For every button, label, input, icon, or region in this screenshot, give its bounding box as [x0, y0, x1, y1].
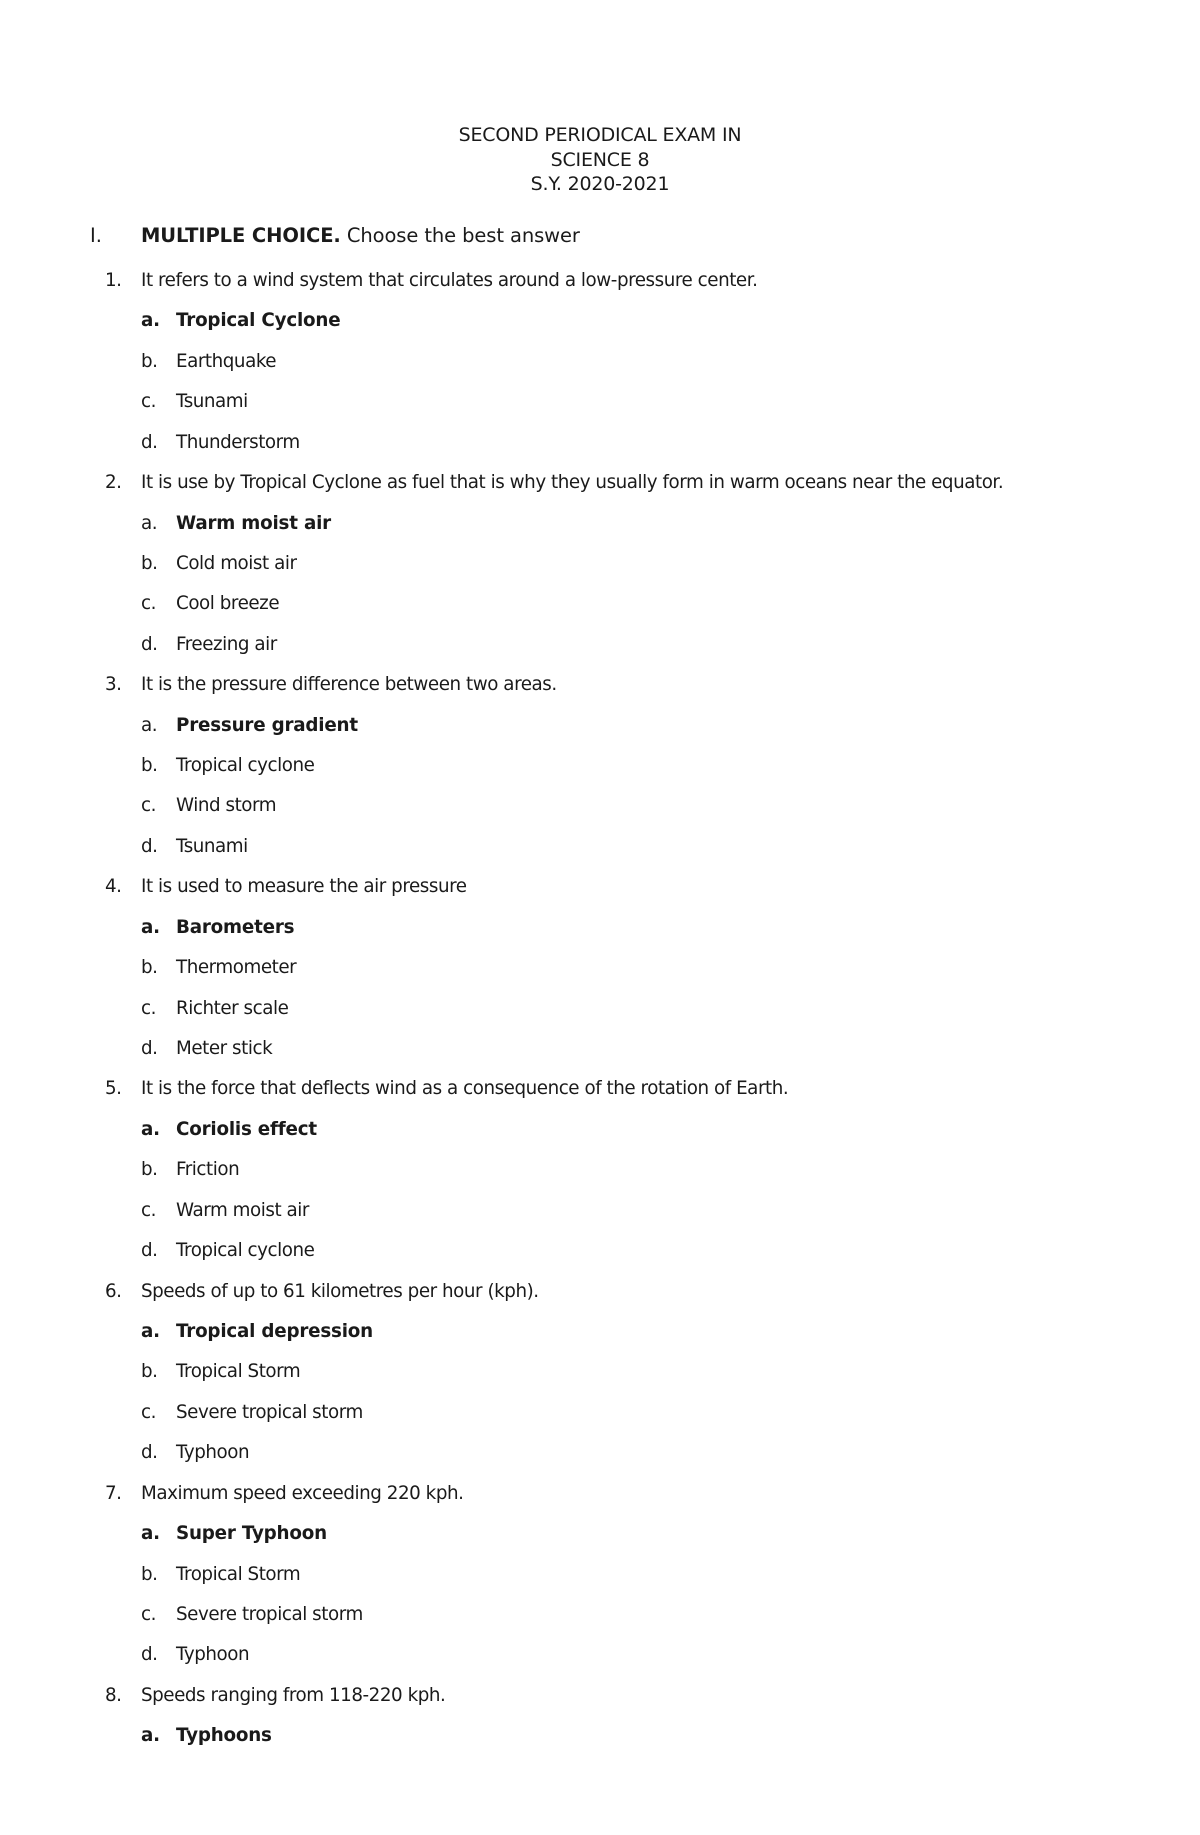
answer-option — [0, 1595, 1200, 1635]
section-number: I. — [90, 224, 102, 247]
correct-answer-text: Pressure gradient — [176, 714, 358, 736]
answer-option — [0, 1231, 1200, 1271]
title-line-2: SCIENCE 8 — [550, 148, 650, 171]
correct-answer-text: Super Typhoon — [176, 1523, 327, 1545]
answer-option — [0, 1352, 1200, 1392]
question-text: It is the pressure difference between two areas. — [141, 674, 557, 696]
answer-option — [0, 504, 1200, 544]
question-number: 8. — [105, 1684, 122, 1706]
option-label: c. — [141, 1401, 156, 1423]
option-text: Friction — [176, 1159, 240, 1181]
answer-option — [0, 342, 1200, 382]
question-list — [0, 261, 1200, 1757]
title-line-3: S.Y. 2020-2021 — [530, 173, 670, 195]
question-number: 2. — [105, 472, 122, 494]
option-text: Wind storm — [176, 795, 277, 817]
question-text: It is use by Tropical Cyclone as fuel that is why they usually form in warm oceans near the equator. — [141, 472, 1004, 494]
option-text: Severe tropical storm — [176, 1603, 363, 1625]
option-label: a. — [141, 714, 158, 736]
option-label: d. — [141, 1442, 158, 1464]
answer-option — [0, 908, 1200, 948]
answer-option — [0, 584, 1200, 624]
option-label: a. — [141, 1118, 160, 1140]
answer-option — [0, 301, 1200, 341]
question-row — [0, 867, 1200, 907]
option-text: Typhoon — [176, 1442, 250, 1464]
option-text: Cool breeze — [176, 593, 280, 615]
option-text: Cold moist air — [176, 552, 297, 574]
answer-option — [0, 1555, 1200, 1595]
question-number: 3. — [105, 674, 122, 696]
option-label: b. — [141, 1361, 158, 1383]
answer-option — [0, 1312, 1200, 1352]
option-label: a. — [141, 512, 158, 534]
answer-option — [0, 948, 1200, 988]
question-row — [0, 1676, 1200, 1716]
answer-option — [0, 1635, 1200, 1675]
question-number: 4. — [105, 876, 122, 898]
answer-option — [0, 1110, 1200, 1150]
correct-answer-text: Tropical Cyclone — [176, 310, 341, 332]
answer-option — [0, 989, 1200, 1029]
correct-answer-text: Barometers — [176, 916, 295, 938]
answer-option — [0, 786, 1200, 826]
exam-title — [0, 123, 1200, 197]
answer-option — [0, 706, 1200, 746]
option-text: Thunderstorm — [176, 431, 300, 453]
correct-answer-text: Warm moist air — [176, 512, 331, 534]
section-heading — [0, 222, 1200, 249]
question-row — [0, 1272, 1200, 1312]
option-label: b. — [141, 957, 158, 979]
answer-option — [0, 1514, 1200, 1554]
question-number: 1. — [105, 270, 122, 291]
option-label: d. — [141, 1240, 158, 1262]
section-heading-bold: MULTIPLE CHOICE. — [141, 224, 341, 247]
option-label: c. — [141, 795, 156, 817]
answer-option — [0, 746, 1200, 786]
option-label: d. — [141, 633, 158, 655]
answer-option — [0, 1191, 1200, 1231]
question-number: 5. — [105, 1078, 122, 1100]
question-text: Speeds ranging from 118-220 kph. — [141, 1684, 446, 1706]
answer-option — [0, 1716, 1200, 1756]
question-row — [0, 1069, 1200, 1109]
option-text: Freezing air — [176, 633, 277, 655]
option-label: d. — [141, 1038, 158, 1060]
section-title — [141, 222, 580, 249]
option-label: b. — [141, 552, 158, 574]
answer-option — [0, 423, 1200, 463]
option-text: Tropical Storm — [176, 1361, 301, 1383]
question-text: It is the force that deflects wind as a consequence of the rotation of Earth. — [141, 1078, 789, 1100]
question-text: It is used to measure the air pressure — [141, 876, 467, 898]
option-text: Tropical cyclone — [176, 1240, 315, 1262]
answer-option — [0, 382, 1200, 422]
answer-option — [0, 827, 1200, 867]
answer-option — [0, 625, 1200, 665]
title-line-1: SECOND PERIODICAL EXAM IN — [458, 124, 742, 146]
option-text: Tsunami — [176, 391, 248, 413]
option-label: a. — [141, 1320, 160, 1342]
question-text: Maximum speed exceeding 220 kph. — [141, 1482, 464, 1504]
option-text: Tsunami — [176, 835, 248, 857]
option-label: c. — [141, 1603, 156, 1625]
correct-answer-text: Typhoons — [176, 1725, 272, 1747]
question-row — [0, 463, 1200, 503]
option-text: Severe tropical storm — [176, 1401, 363, 1423]
option-label: b. — [141, 350, 158, 372]
option-label: c. — [141, 593, 156, 615]
option-label: b. — [141, 755, 158, 777]
question-row — [0, 1474, 1200, 1514]
section-instruction: Choose the best answer — [346, 224, 580, 247]
option-text: Meter stick — [176, 1038, 273, 1060]
answer-option — [0, 1433, 1200, 1473]
question-text: Speeds of up to 61 kilometres per hour (kph). — [141, 1280, 539, 1302]
option-text: Warm moist air — [176, 1199, 309, 1221]
option-label: b. — [141, 1159, 158, 1181]
question-number: 6. — [105, 1280, 122, 1302]
option-label: b. — [141, 1563, 158, 1585]
option-text: Richter scale — [176, 997, 289, 1019]
option-text: Typhoon — [176, 1644, 250, 1666]
question-number: 7. — [105, 1482, 122, 1504]
answer-option — [0, 544, 1200, 584]
option-label: d. — [141, 1644, 158, 1666]
option-label: a. — [141, 1725, 160, 1747]
answer-option — [0, 1393, 1200, 1433]
option-label: d. — [141, 835, 158, 857]
option-text: Thermometer — [176, 957, 297, 979]
option-label: c. — [141, 391, 156, 413]
option-label: a. — [141, 916, 160, 938]
option-text: Tropical Storm — [176, 1563, 301, 1585]
option-label: d. — [141, 431, 158, 453]
option-label: a. — [141, 1523, 160, 1545]
question-row — [0, 665, 1200, 705]
option-label: c. — [141, 997, 156, 1019]
correct-answer-text: Coriolis effect — [176, 1118, 317, 1140]
option-text: Earthquake — [176, 350, 277, 372]
correct-answer-text: Tropical depression — [176, 1320, 373, 1342]
question-text: It refers to a wind system that circulates around a low-pressure center. — [141, 270, 758, 291]
option-label: c. — [141, 1199, 156, 1221]
question-row — [0, 261, 1200, 301]
answer-option — [0, 1150, 1200, 1190]
option-text: Tropical cyclone — [176, 755, 315, 777]
option-label: a. — [141, 310, 160, 332]
answer-option — [0, 1029, 1200, 1069]
